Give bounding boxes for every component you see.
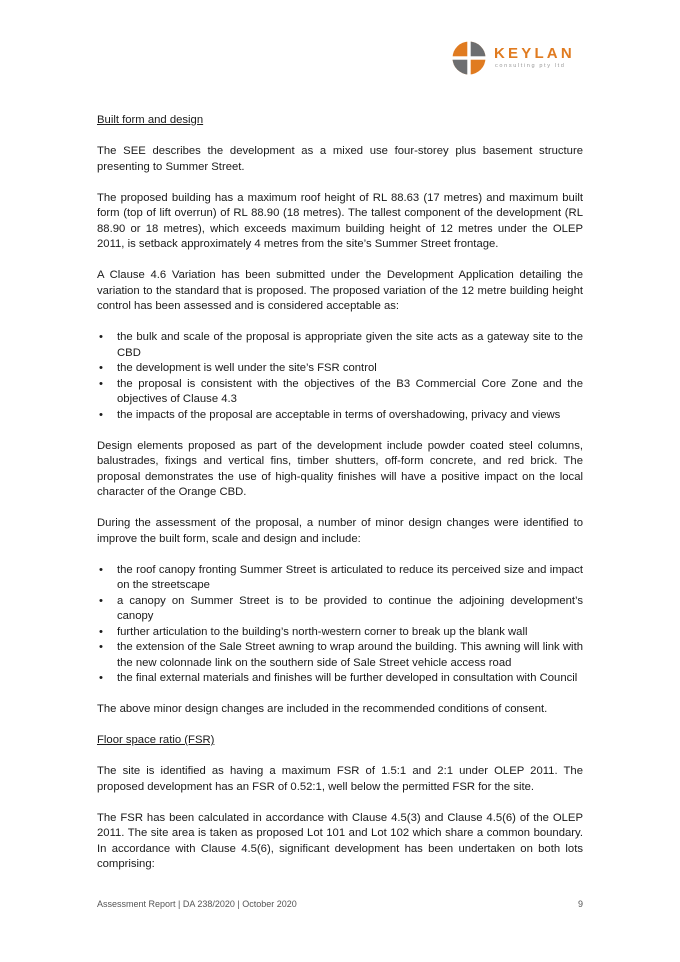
page-footer	[97, 899, 583, 909]
list-item: • a canopy on Summer Street is to be provided to continue the adjoining development’s canopy	[97, 594, 583, 625]
paragraph: A Clause 4.6 Variation has been submitted under the Development Application detailing the variation to the standard that is proposed. The proposed variation of the 12 metre building height control has been assessed and is considered acceptable as:	[97, 269, 583, 312]
section-heading-fsr: Floor space ratio (FSR)	[97, 734, 215, 746]
list-item: • the bulk and scale of the proposal is appropriate given the site acts as a gateway site to the CBD	[97, 330, 583, 361]
list-item: • the extension of the Sale Street awning to wrap around the building. This awning will link with the new colonnade link on the southern side of Sale Street vehicle access road	[97, 640, 583, 671]
bullet-list-height-reasons	[97, 330, 583, 423]
logo-tagline: consulting pty ltd	[495, 63, 566, 69]
document-body	[97, 113, 583, 888]
keylan-logo-icon	[452, 41, 486, 75]
list-item: • the final external materials and finishes will be further developed in consultation with Council	[97, 671, 583, 687]
list-item: • the impacts of the proposal are acceptable in terms of overshadowing, privacy and views	[97, 408, 583, 424]
list-item: • the roof canopy fronting Summer Street is articulated to reduce its perceived size and impact on the streetscape	[97, 563, 583, 594]
list-item: • further articulation to the building’s north-western corner to break up the blank wall	[97, 625, 583, 641]
paragraph: The FSR has been calculated in accordance with Clause 4.5(3) and Clause 4.5(6) of the OLEP 2011. The site area is taken as proposed Lot 101 and Lot 102 which share a common boundary. In accordance with Clause 4.5(6), significant development has been undertaken on both lots comprising:	[97, 811, 583, 870]
list-item: • the development is well under the site’s FSR control	[97, 361, 583, 377]
section-heading-built-form: Built form and design	[97, 114, 204, 126]
logo-name: KEYLAN	[494, 45, 575, 62]
paragraph: The proposed building has a maximum roof height of RL 88.63 (17 metres) and maximum built form (top of lift overrun) of RL 88.90 (18 metres). The tallest component of the development (RL 88.90 or 18 metres), which exceeds maximum building height of 12 metres under the OLEP 2011, is setback approximately 4 metres from the site’s Summer Street frontage.	[97, 191, 583, 250]
paragraph: During the assessment of the proposal, a number of minor design changes were identified to improve the built form, scale and design and include:	[97, 517, 583, 545]
paragraph: The above minor design changes are included in the recommended conditions of consent.	[97, 703, 548, 715]
bullet-list-design-changes	[97, 563, 583, 687]
company-logo	[452, 40, 592, 76]
page-number: 9	[577, 899, 583, 909]
list-item: • the proposal is consistent with the objectives of the B3 Commercial Core Zone and the objectives of Clause 4.3	[97, 377, 583, 408]
paragraph: Design elements proposed as part of the development include powder coated steel columns, balustrades, fixings and vertical fins, timber shutters, off-form concrete, and red brick. The proposal demonstrates the use of high-quality finishes will have a positive impact on the local character of the Orange CBD.	[97, 439, 583, 498]
paragraph: The SEE describes the development as a mixed use four-storey plus basement structure presenting to Summer Street.	[97, 145, 583, 173]
paragraph: The site is identified as having a maximum FSR of 1.5:1 and 2:1 under OLEP 2011. The proposed development has an FSR of 0.52:1, well below the permitted FSR for the site.	[97, 765, 583, 793]
footer-report-info: Assessment Report | DA 238/2020 | October 2020	[97, 899, 297, 909]
